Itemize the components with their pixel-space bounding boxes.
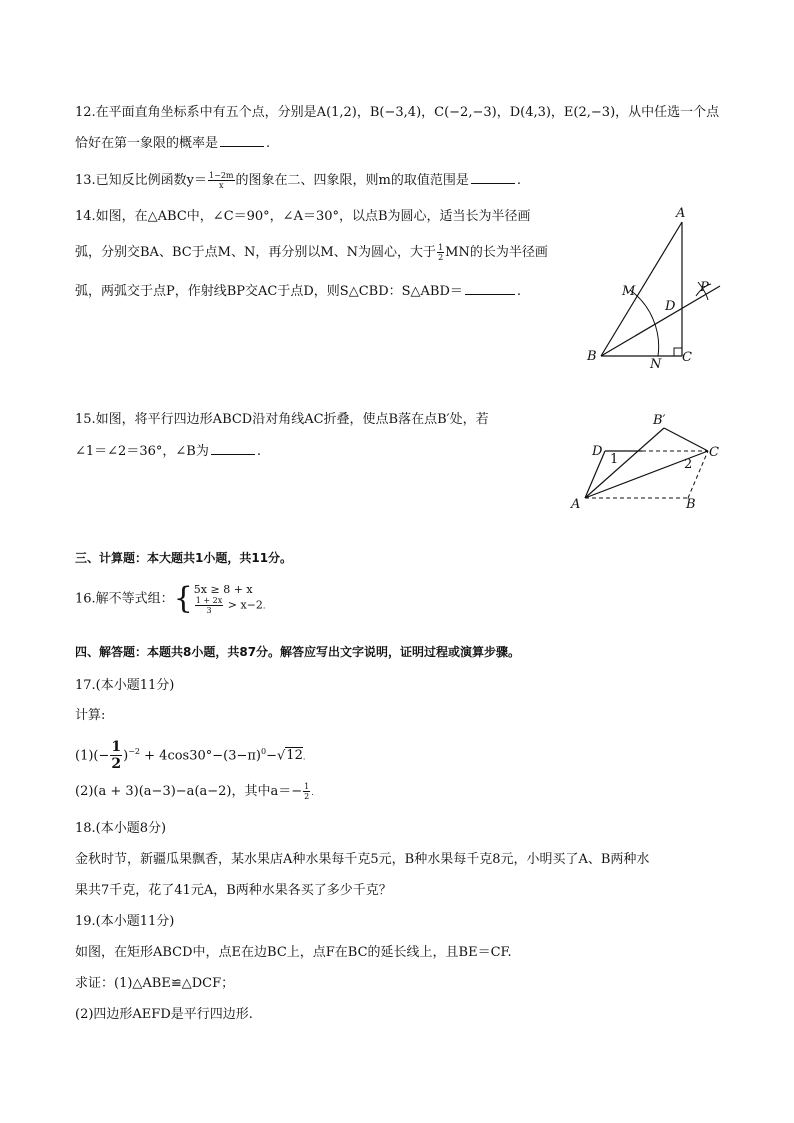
q16-end: . [262,601,266,611]
q14-line2 [75,243,548,262]
p1-num: 1 [111,739,122,756]
q14-triangle-figure [580,200,730,380]
q19-line3: (2)四边形AEFD是平行四边形. [75,1007,253,1022]
label-c: C [709,445,719,460]
p1-exp: −2 [128,747,141,756]
q15-line2-text: ∠1＝∠2＝36°，∠B为 [75,444,209,459]
right-angle-mark [674,348,682,356]
q14-end: . [516,284,522,299]
row2-rest: > x−2 [227,598,263,612]
q16-line [75,583,265,615]
q16-prefix: 16.解不等式组： [75,591,174,607]
p2-den: 2 [304,792,310,801]
q13-suffix: 的图象在二、四象限，则m的取值范围是 [235,173,469,188]
q13-end: . [516,173,521,188]
q18-title: 18.(本小题8分) [75,821,167,836]
q17-part1 [75,738,305,772]
system-row-1: 5x ≥ 8 + x [193,583,253,596]
system-brace: { [173,581,193,616]
q17-title: 17.(本小题11分) [75,678,175,693]
section-4-heading: 四、解答题：本题共8小题，共87分。解答应写出文字说明，证明过程或演算步骤。 [75,645,521,659]
q12-end: . [266,136,271,151]
side-b-prime-c [664,428,708,451]
p1-exp0: 0 [261,747,267,756]
answer-blank [471,171,515,184]
label-b: B [686,497,696,512]
p1-c: + 4cos30°−(3−π) [140,748,262,764]
q14-line2-a: 弧，分别交BA、BC于点M、N，再分别以M、N为圆心，大于 [75,245,437,260]
q15-line1: 15.如图，将平行四边形ABCD沿对角线AC折叠，使点B落在点B′处，若 [75,412,489,427]
p2-end: . [311,788,314,797]
label-d: D [592,444,603,459]
p1-fraction [110,739,122,772]
system-row-2 [194,596,266,615]
q14-line2-b: MN的长为半径画 [445,245,548,260]
q12-text: 恰好在第一象限的概率是 [75,136,219,151]
label-b-prime: B′ [653,413,666,428]
label-angle-2: 2 [684,457,693,472]
q17-prompt: 计算: [75,708,106,723]
p2-num: 1 [304,782,310,791]
label-a: A [676,206,686,221]
q13-fraction-num: 1−2m [209,171,234,180]
q19-line1: 如图，在矩形ABCD中，点E在边BC上，点F在BC的延长线上，且BE＝CF. [75,945,512,960]
q19-line2: 求证：(1)△ABE≌△DCF； [75,976,235,991]
label-a: A [571,497,581,512]
row2-num: 1 + 2x [195,596,223,605]
q14-line1: 14.如图，在△ABC中，∠C＝90°，∠A＝30°，以点B为圆心，适当长为半径画 [75,209,531,224]
label-d: D [665,299,676,314]
q18-line2: 果共7千克，花了41元A，B两种水果各买了多少千克？ [75,883,392,898]
label-c: C [682,350,692,365]
side-ab [601,222,682,356]
q12-line1: 12.在平面直角坐标系中有五个点，分别是A(1,2)，B(−3,4)，C(−2,−3)，D(4,3)，E(2,−3)，从中任选一个点 [75,105,720,120]
section-3-heading: 三、计算题：本大题共1小题，共11分。 [75,551,293,565]
p2-fraction [303,782,310,801]
q13-line [75,171,521,190]
inequality-system [174,583,266,615]
q14-half [437,243,444,262]
p1-a: (1)(− [75,748,110,764]
p1-end: . [302,752,306,762]
system-row-2-fraction [195,596,223,615]
q15-line2 [75,442,261,461]
p1-radicand: 12 [286,748,303,764]
q12-line2 [75,134,270,153]
p1-den: 2 [111,756,122,773]
q19-title: 19.(本小题11分) [75,914,175,929]
label-p: P [700,280,709,295]
q14-half-den: 2 [438,253,444,262]
label-n: N [650,357,662,372]
q14-half-num: 1 [438,243,444,252]
q13-fraction-den: x [219,181,224,190]
q13-fraction [208,171,234,190]
answer-blank [220,134,264,147]
label-m: M [622,284,636,299]
q15-end: . [256,444,261,459]
answer-blank [465,282,515,295]
q13-prefix: 13.已知反比例函数y＝ [75,173,208,188]
ray-bp [601,286,720,356]
p1-b: ) [123,748,129,764]
q15-parallelogram-figure [560,405,735,515]
label-angle-1: 1 [610,452,619,467]
q18-line1: 金秋时节，新疆瓜果飘香，某水果店A种水果每千克5元，B种水果每千克8元，小明买了A、B两种水 [75,852,650,867]
q17-part2 [75,781,314,804]
side-ab-prime [585,428,664,498]
p1-d: −√ [266,748,286,764]
q14-line3 [75,282,521,301]
q14-line3-text: 弧，两弧交于点P，作射线BP交AC于点D，则S△CBD：S△ABD＝ [75,284,463,299]
p2-a: (2)(a + 3)(a−3)−a(a−2)，其中a＝− [75,784,303,799]
label-b: B [587,349,597,364]
row2-den: 3 [206,606,212,615]
answer-blank [211,442,255,455]
